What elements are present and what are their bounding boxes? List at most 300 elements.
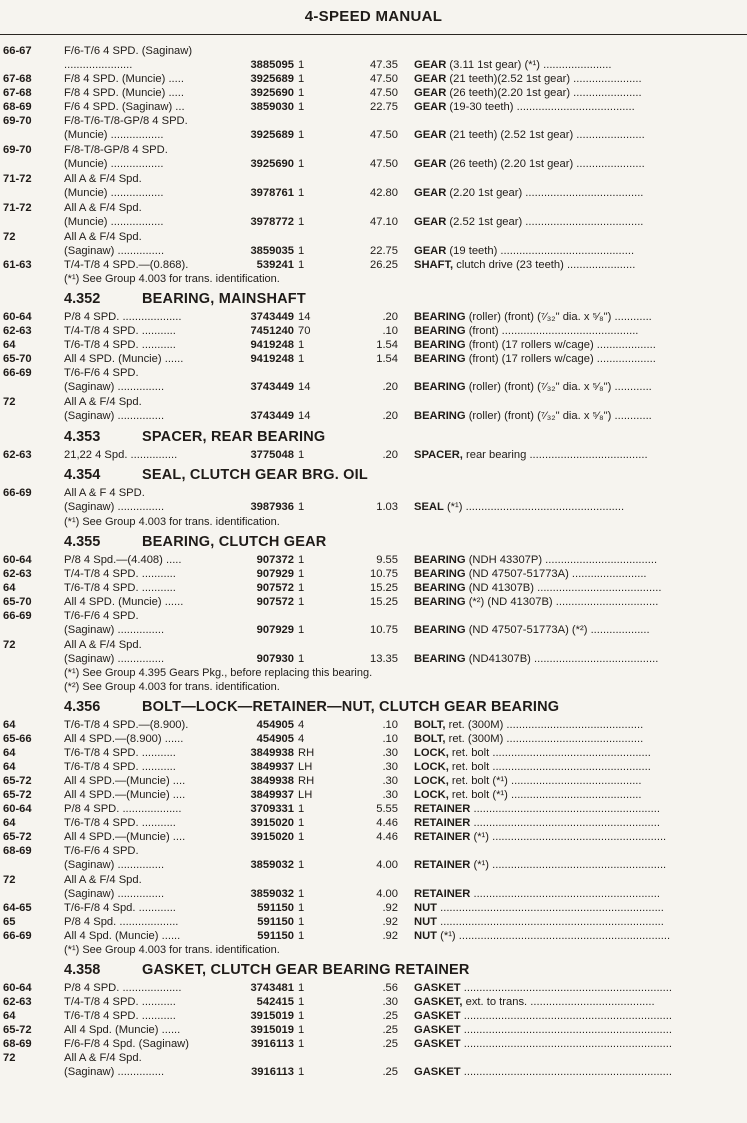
part-detail: (2.52 1st gear) ...................................... — [446, 216, 644, 228]
part-name: BEARING — [414, 339, 466, 351]
part-detail: (roller) (front) (⁷⁄₃₂" dia. x ⁵⁄₈") ............ — [465, 381, 652, 393]
part-description — [414, 760, 747, 774]
part-description — [414, 1009, 747, 1023]
part-row — [0, 638, 747, 652]
part-name: GASKET — [414, 1038, 461, 1050]
part-number: 3925690 — [250, 158, 294, 170]
price: 4.00 — [376, 888, 398, 900]
price: 47.50 — [370, 129, 398, 141]
quantity: 1 — [298, 902, 305, 914]
year-range: 69-70 — [3, 115, 32, 127]
model-application: All A & F/4 Spd. — [64, 396, 142, 408]
quantity: 1 — [298, 59, 305, 71]
part-description — [414, 128, 747, 142]
price: 26.25 — [370, 259, 398, 271]
part-number: 3915019 — [250, 1024, 294, 1036]
part-description — [414, 86, 747, 100]
part-description — [414, 186, 747, 200]
part-detail: ................................................................... — [460, 1066, 672, 1078]
year-range: 72 — [3, 1052, 16, 1064]
section-title: SEAL, CLUTCH GEAR BRG. OIL — [142, 467, 368, 483]
quantity: 1 — [298, 129, 305, 141]
part-name: NUT — [414, 902, 437, 914]
year-range: 64 — [3, 339, 16, 351]
section-title: GASKET, CLUTCH GEAR BEARING RETAINER — [142, 962, 470, 978]
quantity: 1 — [298, 996, 305, 1008]
year-range: 68-69 — [3, 1038, 32, 1050]
part-row — [0, 816, 747, 830]
quantity: 1 — [298, 916, 305, 928]
part-description — [414, 409, 747, 423]
year-range: 60-64 — [3, 311, 32, 323]
part-row — [0, 553, 747, 567]
quantity: 1 — [298, 1010, 305, 1022]
part-number: 591150 — [257, 916, 294, 928]
year-range: 64 — [3, 582, 16, 594]
quantity: 1 — [298, 353, 305, 365]
part-description — [414, 338, 747, 352]
part-row — [0, 830, 747, 844]
part-detail: ret. bolt (*¹) .......................................... — [448, 775, 642, 787]
year-range: 64 — [3, 719, 16, 731]
part-row — [0, 258, 747, 272]
section-heading — [0, 288, 747, 310]
quantity: 1 — [298, 1066, 305, 1078]
part-description — [414, 215, 747, 229]
price: 15.25 — [370, 582, 398, 594]
part-number: 454905 — [256, 719, 294, 731]
quantity: 1 — [298, 596, 305, 608]
price: .92 — [382, 902, 398, 914]
section-number: 4.356 — [64, 699, 101, 715]
price: .30 — [382, 789, 398, 801]
footnote: (*²) See Group 4.003 for trans. identification. — [64, 681, 280, 693]
part-detail: ........................................................................ — [437, 902, 664, 914]
price: 4.46 — [376, 831, 398, 843]
price: .10 — [382, 325, 398, 337]
part-row — [0, 409, 747, 424]
part-row — [0, 858, 747, 873]
part-description — [414, 623, 747, 637]
part-detail: (*¹) ........................................................ — [470, 831, 667, 843]
price: 10.75 — [370, 568, 398, 580]
section-title: BOLT—LOCK—RETAINER—NUT, CLUTCH GEAR BEARING — [142, 699, 560, 715]
price: .30 — [382, 747, 398, 759]
part-description — [414, 915, 747, 929]
year-range: 65-70 — [3, 596, 32, 608]
part-row — [0, 352, 747, 366]
section-heading — [0, 426, 747, 448]
part-description — [414, 352, 747, 366]
model-application: (Saginaw) ............... — [64, 653, 165, 665]
year-range: 68-69 — [3, 845, 32, 857]
part-description — [414, 774, 747, 788]
part-detail: (roller) (front) (⁷⁄₃₂" dia. x ⁵⁄₈") ............ — [465, 410, 652, 422]
part-name: LOCK, — [414, 775, 449, 787]
part-detail: ........................................................................ — [437, 916, 664, 928]
model-application: F/8 4 SPD. (Muncie) ..... — [64, 87, 184, 99]
price: .20 — [382, 449, 398, 461]
model-application: F/6 4 SPD. (Saginaw) ... — [64, 101, 185, 113]
model-application: All A & F/4 Spd. — [64, 202, 142, 214]
part-number: 907372 — [256, 554, 294, 566]
model-application: All A & F/4 Spd. — [64, 639, 142, 651]
part-row — [0, 380, 747, 395]
part-number: 3709331 — [250, 803, 294, 815]
part-row — [0, 324, 747, 338]
part-description — [414, 581, 747, 595]
part-row — [0, 186, 747, 201]
year-range: 66-69 — [3, 930, 32, 942]
price: 47.50 — [370, 73, 398, 85]
quantity: 1 — [298, 930, 305, 942]
model-application: ...................... — [64, 59, 133, 71]
price: 47.35 — [370, 59, 398, 71]
price: .20 — [382, 381, 398, 393]
part-description — [414, 500, 747, 514]
part-name: RETAINER — [414, 817, 471, 829]
part-row — [0, 172, 747, 186]
part-description — [414, 995, 747, 1009]
quantity: 1 — [298, 624, 305, 636]
quantity: 1 — [298, 817, 305, 829]
part-detail: (ND41307B) ........................................ — [465, 653, 659, 665]
part-row — [0, 128, 747, 143]
footnote: (*¹) See Group 4.003 for trans. identification. — [64, 944, 280, 956]
model-application: T/4-T/8 4 SPD. ........... — [64, 568, 176, 580]
quantity: 1 — [298, 259, 305, 271]
part-detail: (26 teeth)(2.20 1st gear) ...................... — [446, 87, 642, 99]
part-number: 907572 — [256, 596, 294, 608]
part-name: GASKET — [414, 1010, 461, 1022]
part-number: 3743449 — [250, 311, 294, 323]
quantity: 1 — [298, 1038, 305, 1050]
part-number: 3849937 — [250, 761, 294, 773]
part-detail: (19 teeth) ........................................... — [446, 245, 635, 257]
model-application: (Saginaw) ............... — [64, 410, 165, 422]
quantity: 70 — [298, 325, 311, 337]
part-detail: (front) (17 rollers w/cage) ................... — [465, 339, 656, 351]
part-name: LOCK, — [414, 747, 449, 759]
part-row — [0, 72, 747, 86]
part-row — [0, 1065, 747, 1079]
part-name: GEAR — [414, 158, 447, 170]
part-row — [0, 448, 747, 462]
part-row — [0, 760, 747, 774]
model-application: All 4 SPD. (Muncie) ...... — [64, 596, 184, 608]
model-application: T/6-T/8 4 SPD. ........... — [64, 747, 176, 759]
part-description — [414, 788, 747, 802]
model-application: P/8 4 Spd.—(4.408) ..... — [64, 554, 182, 566]
part-row — [0, 788, 747, 802]
part-number: 3915020 — [250, 831, 294, 843]
model-application: (Muncie) ................. — [64, 129, 164, 141]
model-application: (Muncie) ................. — [64, 187, 164, 199]
part-row — [0, 244, 747, 258]
part-detail: ret. (300M) ............................................ — [445, 733, 644, 745]
part-number: 3775048 — [250, 449, 294, 461]
part-number: 907929 — [256, 624, 294, 636]
model-application: F/6-T/6 4 SPD. (Saginaw) — [64, 45, 193, 57]
part-number: 3916113 — [251, 1038, 294, 1050]
part-row — [0, 1037, 747, 1051]
part-number: 3885095 — [250, 59, 294, 71]
part-name: RETAINER — [414, 859, 471, 871]
part-name: GASKET, — [414, 996, 463, 1008]
footnote: (*¹) See Group 4.003 for trans. identification. — [64, 273, 280, 285]
price: 15.25 — [370, 596, 398, 608]
model-application: All A & F/4 Spd. — [64, 173, 142, 185]
year-range: 65-72 — [3, 775, 32, 787]
model-application: T/6-F/6 4 SPD. — [64, 845, 139, 857]
part-detail: (front) ............................................ — [465, 325, 639, 337]
part-number: 3849937 — [250, 789, 294, 801]
section-title: BEARING, CLUTCH GEAR — [142, 534, 327, 550]
year-range: 69-70 — [3, 144, 32, 156]
part-description — [414, 380, 747, 394]
year-range: 65-70 — [3, 353, 32, 365]
model-application: (Muncie) ................. — [64, 216, 164, 228]
price: 1.03 — [376, 501, 398, 513]
part-description — [414, 929, 747, 943]
part-description — [414, 732, 747, 746]
price: 42.80 — [370, 187, 398, 199]
part-number: 3915019 — [250, 1010, 294, 1022]
part-description — [414, 718, 747, 732]
part-description — [414, 595, 747, 609]
part-row — [0, 1051, 747, 1065]
model-application: F/8 4 SPD. (Muncie) ..... — [64, 73, 184, 85]
part-row — [0, 581, 747, 595]
parts-catalog-body — [0, 44, 747, 1079]
part-name: GEAR — [414, 245, 447, 257]
section-heading — [0, 959, 747, 981]
part-name: SPACER, — [414, 449, 463, 461]
part-detail: (ND 41307B) ........................................ — [465, 582, 662, 594]
part-row — [0, 623, 747, 638]
part-row — [0, 1009, 747, 1023]
quantity: 1 — [298, 982, 305, 994]
part-row — [0, 609, 747, 623]
year-range: 72 — [3, 874, 16, 886]
price: .25 — [382, 1066, 398, 1078]
part-detail: (19-30 teeth) ...................................... — [446, 101, 635, 113]
part-name: SEAL — [414, 501, 444, 513]
part-description — [414, 244, 747, 258]
model-application: (Saginaw) ............... — [64, 888, 165, 900]
quantity: RH — [298, 747, 315, 759]
model-application: T/6-T/8 4 SPD. ........... — [64, 761, 176, 773]
part-name: BEARING — [414, 582, 466, 594]
price: 5.55 — [376, 803, 398, 815]
part-row — [0, 732, 747, 746]
part-name: GEAR — [414, 101, 447, 113]
price: 13.35 — [370, 653, 398, 665]
quantity: 4 — [298, 719, 305, 731]
part-row — [0, 901, 747, 915]
part-detail: ext. to trans. ........................................ — [462, 996, 655, 1008]
part-row — [0, 595, 747, 609]
price: .56 — [382, 982, 398, 994]
part-number: 3743449 — [250, 410, 294, 422]
quantity: 1 — [298, 245, 305, 257]
year-range: 71-72 — [3, 202, 32, 214]
model-application: P/8 4 SPD. ................... — [64, 982, 182, 994]
part-name: LOCK, — [414, 761, 449, 773]
footnote: (*¹) See Group 4.395 Gears Pkg., before replacing this bearing. — [64, 667, 373, 679]
part-number: 3859035 — [250, 245, 294, 257]
year-range: 64 — [3, 747, 16, 759]
model-application: F/6-F/8 4 Spd. (Saginaw) — [64, 1038, 189, 1050]
model-application: All 4 SPD.—(8.900) ...... — [64, 733, 184, 745]
section-title: BEARING, MAINSHAFT — [142, 291, 306, 307]
part-number: 9419248 — [250, 339, 294, 351]
part-detail: (26 teeth) (2.20 1st gear) ...................... — [446, 158, 645, 170]
quantity: 1 — [298, 187, 305, 199]
quantity: RH — [298, 775, 315, 787]
model-application: (Saginaw) ............... — [64, 245, 165, 257]
year-range: 60-64 — [3, 554, 32, 566]
year-range: 60-64 — [3, 982, 32, 994]
model-application: T/6-T/8 4 SPD. ........... — [64, 582, 176, 594]
quantity: 1 — [298, 158, 305, 170]
part-name: SHAFT, — [414, 259, 454, 271]
year-range: 67-68 — [3, 87, 32, 99]
quantity: 14 — [298, 410, 311, 422]
part-row — [0, 100, 747, 114]
model-application: T/6-T/8 4 SPD. ........... — [64, 817, 176, 829]
part-row — [0, 310, 747, 324]
part-row — [0, 1023, 747, 1037]
part-number: 9419248 — [250, 353, 294, 365]
part-name: BEARING — [414, 410, 466, 422]
model-application: (Saginaw) ............... — [64, 501, 165, 513]
quantity: LH — [298, 761, 313, 773]
part-number: 3925689 — [250, 129, 294, 141]
quantity: 1 — [298, 554, 305, 566]
year-range: 66-69 — [3, 487, 32, 499]
part-description — [414, 887, 747, 901]
part-number: 3743449 — [250, 381, 294, 393]
part-row — [0, 44, 747, 58]
part-row — [0, 114, 747, 128]
price: .10 — [382, 719, 398, 731]
part-detail: (*¹) ........................................................ — [470, 859, 667, 871]
part-row — [0, 718, 747, 732]
part-detail: (*¹) ................................................... — [443, 501, 625, 513]
year-range: 64-65 — [3, 902, 32, 914]
part-row — [0, 652, 747, 666]
model-application: (Saginaw) ............... — [64, 859, 165, 871]
quantity: 1 — [298, 73, 305, 85]
price: 4.46 — [376, 817, 398, 829]
section-title: SPACER, REAR BEARING — [142, 429, 326, 445]
part-name: LOCK, — [414, 789, 449, 801]
part-name: BEARING — [414, 653, 466, 665]
model-application: P/8 4 Spd. ................... — [64, 916, 179, 928]
year-range: 66-67 — [3, 45, 32, 57]
part-row — [0, 201, 747, 215]
price: 1.54 — [376, 339, 398, 351]
part-description — [414, 652, 747, 666]
year-range: 67-68 — [3, 73, 32, 85]
part-row — [0, 215, 747, 230]
part-name: GASKET — [414, 1066, 461, 1078]
part-description — [414, 1065, 747, 1079]
part-number: 3859032 — [250, 859, 294, 871]
price: .30 — [382, 996, 398, 1008]
year-range: 65-72 — [3, 789, 32, 801]
part-name: BOLT, — [414, 719, 446, 731]
part-row — [0, 746, 747, 760]
part-row — [0, 486, 747, 500]
part-description — [414, 816, 747, 830]
model-application: T/6-T/8 4 SPD.—(8.900). — [64, 719, 189, 731]
year-range: 64 — [3, 817, 16, 829]
quantity: 1 — [298, 449, 305, 461]
price: .30 — [382, 775, 398, 787]
part-name: BOLT, — [414, 733, 446, 745]
part-row — [0, 338, 747, 352]
price: .20 — [382, 311, 398, 323]
section-number: 4.352 — [64, 291, 101, 307]
part-name: GEAR — [414, 187, 447, 199]
quantity: 1 — [298, 216, 305, 228]
part-name: BEARING — [414, 311, 466, 323]
price: .30 — [382, 761, 398, 773]
model-application: 21,22 4 Spd. ............... — [64, 449, 178, 461]
part-row — [0, 929, 747, 943]
price: .92 — [382, 916, 398, 928]
model-application: T/6-F/6 4 SPD. — [64, 367, 139, 379]
part-number: 3849938 — [250, 747, 294, 759]
model-application: All A & F/4 Spd. — [64, 231, 142, 243]
quantity: 1 — [298, 831, 305, 843]
part-name: GEAR — [414, 129, 447, 141]
part-detail: ret. (300M) ............................................ — [445, 719, 644, 731]
part-name: BEARING — [414, 554, 466, 566]
part-description — [414, 746, 747, 760]
part-description — [414, 901, 747, 915]
year-range: 62-63 — [3, 568, 32, 580]
quantity: 4 — [298, 733, 305, 745]
part-number: 3859032 — [250, 888, 294, 900]
part-detail: ............................................................ — [470, 888, 660, 900]
model-application: T/6-F/6 4 SPD. — [64, 610, 139, 622]
part-number: 454905 — [256, 733, 294, 745]
part-description — [414, 157, 747, 171]
year-range: 64 — [3, 761, 16, 773]
quantity: 1 — [298, 501, 305, 513]
part-detail: (3.11 1st gear) (*¹) ...................... — [446, 59, 612, 71]
section-number: 4.355 — [64, 534, 101, 550]
price: 9.55 — [376, 554, 398, 566]
part-detail: (ND 47507-51773A) (*²) ................... — [465, 624, 650, 636]
part-description — [414, 100, 747, 114]
price: .20 — [382, 410, 398, 422]
part-row — [0, 395, 747, 409]
part-name: GEAR — [414, 87, 447, 99]
year-range: 72 — [3, 231, 16, 243]
part-description — [414, 258, 747, 272]
year-range: 72 — [3, 396, 16, 408]
part-description — [414, 553, 747, 567]
part-row — [0, 500, 747, 515]
price: .25 — [382, 1010, 398, 1022]
part-number: 591150 — [257, 930, 294, 942]
quantity: 14 — [298, 381, 311, 393]
year-range: 65-72 — [3, 831, 32, 843]
